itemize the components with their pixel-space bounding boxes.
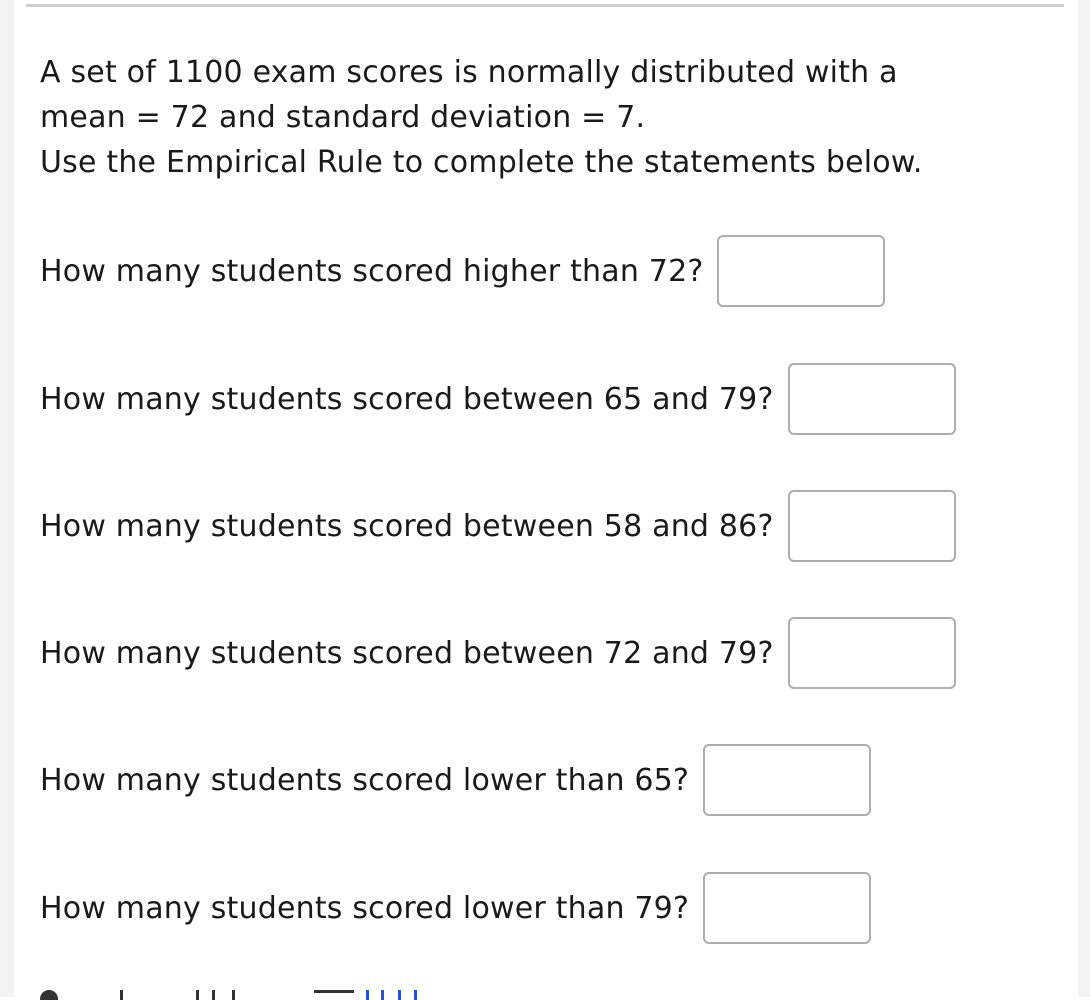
problem-line-1: A set of 1100 exam scores is normally distributed with a	[40, 55, 898, 90]
question-text: How many students scored between 65 and 79?	[40, 381, 774, 417]
question-row-2	[40, 362, 956, 436]
cut-off-footer-controls	[36, 986, 636, 1000]
question-row-5	[40, 743, 871, 817]
question-row-3	[40, 489, 956, 563]
answer-input-4[interactable]	[788, 617, 956, 689]
problem-line-2: mean = 72 and standard deviation = 7.	[40, 100, 646, 135]
question-row-4	[40, 616, 956, 690]
question-text: How many students scored between 72 and 79?	[40, 635, 774, 671]
answer-input-5[interactable]	[703, 744, 871, 816]
right-frame-border	[1078, 0, 1090, 997]
answer-input-2[interactable]	[788, 363, 956, 435]
question-text: How many students scored lower than 65?	[40, 762, 690, 798]
top-divider	[26, 4, 1064, 7]
question-row-1	[40, 234, 885, 308]
question-text: How many students scored lower than 79?	[40, 890, 690, 926]
question-text: How many students scored higher than 72?	[40, 253, 704, 289]
answer-input-3[interactable]	[788, 490, 956, 562]
left-frame-border	[0, 0, 14, 997]
problem-statement	[40, 50, 1060, 185]
answer-input-6[interactable]	[703, 872, 871, 944]
answer-input-1[interactable]	[717, 235, 885, 307]
question-row-6	[40, 871, 871, 945]
question-text: How many students scored between 58 and 86?	[40, 508, 774, 544]
problem-line-3: Use the Empirical Rule to complete the statements below.	[40, 145, 923, 180]
